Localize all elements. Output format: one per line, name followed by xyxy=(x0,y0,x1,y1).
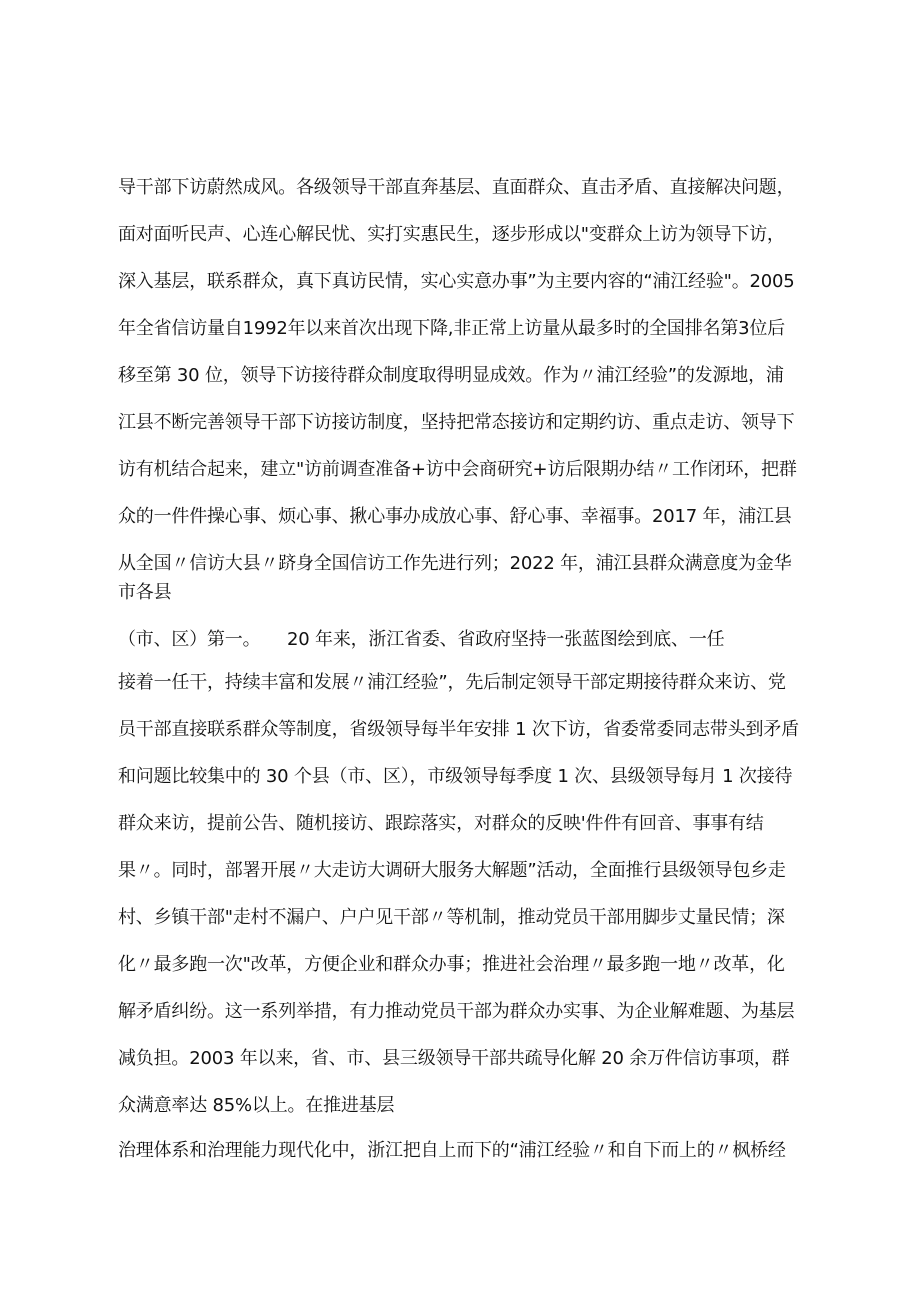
text-line: 减负担。2003 年以来，省、市、县三级领导干部共疏导化解 20 余万件信访事项，群 xyxy=(118,1048,790,1069)
text-line: 移至第 30 位，领导下访接待群众制度取得明显成效。作为〃浦江经验”的发源地，浦 xyxy=(118,365,784,386)
text-line: 治理体系和治理能力现代化中，浙江把自上而下的“浦江经验〃和自下而上的〃枫桥经 xyxy=(118,1140,786,1161)
text-line: 市各县 xyxy=(118,582,172,603)
text-line: 面对面听民声、心连心解民忧、实打实惠民生，逐步形成以"变群众上访为领导下访， xyxy=(118,224,785,245)
text-line: 从全国〃信访大县〃跻身全国信访工作先进行列；2022 年，浦江县群众满意度为金华 xyxy=(118,553,792,574)
text-line: 深入基层，联系群众，真下真访民情，实心实意办事”为主要内容的“浦江经验"。2005 xyxy=(118,271,795,292)
text-line: （市、区）第一。 20 年来，浙江省委、省政府坚持一张蓝图绘到底、一任 xyxy=(118,629,725,650)
text-line: 年全省信访量自1992年以来首次出现下降,非正常上访量从最多时的全国排名第3位后 xyxy=(118,318,785,339)
text-line: 众的一件件操心事、烦心事、揪心事办成放心事、舒心事、幸福事。2017 年，浦江县 xyxy=(118,506,792,527)
text-line: 接着一任干，持续丰富和发展〃浦江经验”，先后制定领导干部定期接待群众来访、党 xyxy=(118,672,786,693)
text-line: 访有机结合起来，建立"访前调查准备+访中会商研究+访后限期办结〃工作闭环，把群 xyxy=(118,459,797,480)
text-line: 众满意率达 85%以上。在推进基层 xyxy=(118,1095,395,1116)
text-line: 导干部下访蔚然成风。各级领导干部直奔基层、直面群众、直击矛盾、直接解决问题， xyxy=(118,177,795,198)
text-line: 解矛盾纠纷。这一系列举措，有力推动党员干部为群众办实事、为企业解难题、为基层 xyxy=(118,1001,795,1022)
text-line: 员干部直接联系群众等制度，省级领导每半年安排 1 次下访，省委常委同志带头到矛盾 xyxy=(118,719,799,740)
text-line: 果〃。同时，部署开展〃大走访大调研大服务大解题”活动，全面推行县级领导包乡走 xyxy=(118,860,786,881)
text-line: 化〃最多跑一次"改革，方便企业和群众办事；推进社会治理〃最多跑一地〃改革，化 xyxy=(118,954,785,975)
text-line: 群众来访，提前公告、随机接访、跟踪落实，对群众的反映'件件有回音、事事有结 xyxy=(118,813,764,834)
text-line: 村、乡镇干部"走村不漏户、户户见干部〃等机制，推动党员干部用脚步丈量民情；深 xyxy=(118,907,785,928)
text-line: 和问题比较集中的 30 个县（市、区），市级领导每季度 1 次、县级领导每月 1 次接待 xyxy=(118,766,793,787)
text-line: 江县不断完善领导干部下访接访制度，坚持把常态接访和定期约访、重点走访、领导下 xyxy=(118,412,795,433)
